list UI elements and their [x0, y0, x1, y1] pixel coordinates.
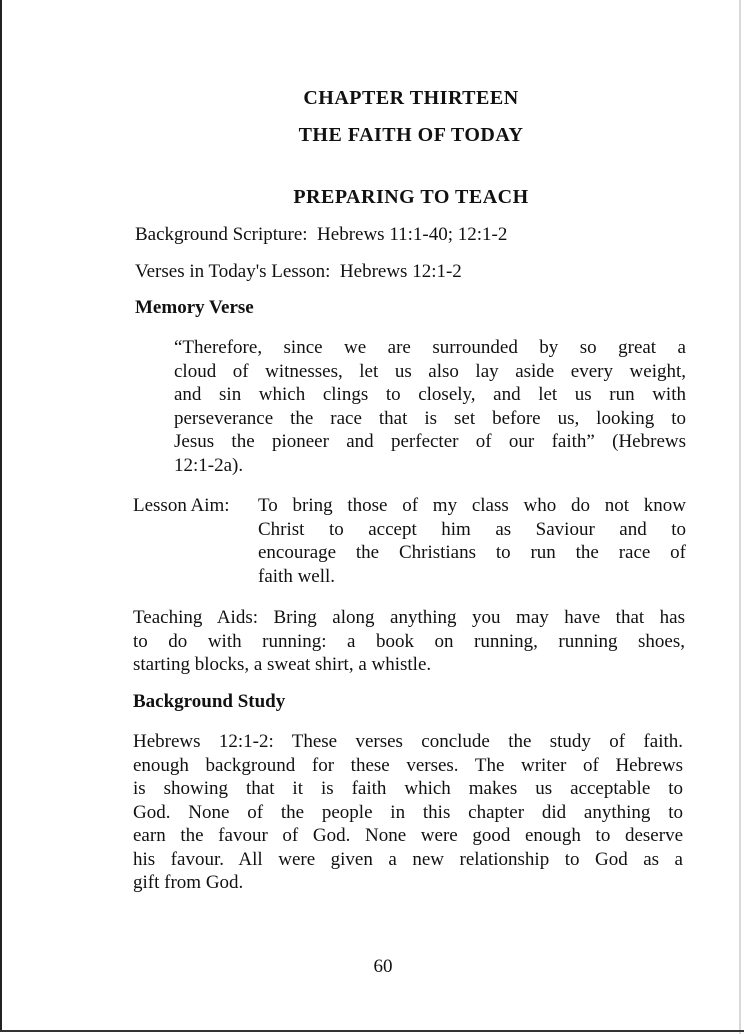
memory-verse-line: perseverance the race that is set before us, looking to — [174, 407, 686, 429]
background-study-line: God. None of the people in this chapter did anything to — [133, 801, 683, 823]
memory-verse-line: “Therefore, since we are surrounded by so great a — [174, 337, 686, 358]
background-study-line: his favour. All were given a new relationship to God as a — [133, 848, 683, 870]
lesson-aim-text — [258, 494, 686, 588]
teaching-aids-line: to do with running: a book on running, running shoes, — [133, 630, 685, 652]
page-number: 60 — [373, 956, 393, 977]
background-study-line: enough background for these verses. The writer of Hebrews — [133, 754, 683, 776]
verses-today-line — [135, 260, 462, 283]
lesson-aim-line: To bring those of my class who do not know — [258, 495, 686, 516]
memory-verse-line: 12:1-2a). — [174, 454, 244, 476]
lesson-aim-label: Lesson Aim: — [133, 495, 230, 516]
background-study-line: gift from God. — [133, 872, 244, 893]
verses-today-label: Verses in Today's Lesson: — [135, 261, 331, 282]
teaching-aids-line: starting blocks, a sweat shirt, a whistle. — [133, 654, 432, 675]
chapter-label: CHAPTER THIRTEEN — [303, 87, 519, 109]
scan-edge-bottom — [0, 1030, 744, 1032]
memory-verse-heading: Memory Verse — [135, 297, 254, 318]
background-study-text — [133, 730, 683, 895]
background-scripture-label: Background Scripture: — [135, 224, 308, 245]
background-scripture-line — [135, 223, 507, 246]
section-title: PREPARING TO TEACH — [293, 186, 529, 208]
memory-verse-line: cloud of witnesses, let us also lay aside every weight, — [174, 360, 686, 382]
lesson-aim-line: Christ to accept him as Saviour and to — [258, 518, 686, 540]
lesson-aim-line: faith well. — [258, 565, 336, 587]
scan-edge-left — [0, 0, 2, 1030]
lesson-aim-line: encourage the Christians to run the race of — [258, 542, 686, 563]
memory-verse-line: and sin which clings to closely, and let us run with — [174, 384, 686, 405]
memory-verse-line: Jesus the pioneer and perfecter of our faith” (Hebrews — [174, 431, 686, 452]
background-study-line: Hebrews 12:1-2: These verses conclude the study of faith. — [133, 731, 683, 752]
background-scripture-value: Hebrews 11:1-40; 12:1-2 — [317, 224, 508, 245]
teaching-aids-line: Teaching Aids: Bring along anything you may have that has — [133, 607, 685, 628]
teaching-aids-text — [133, 606, 685, 677]
chapter-title: THE FAITH OF TODAY — [298, 124, 524, 146]
background-study-line: is showing that it is faith which makes us acceptable to — [133, 778, 683, 799]
scan-edge-right — [739, 0, 741, 1034]
background-study-line: earn the favour of God. None were good enough to deserve — [133, 825, 683, 846]
background-study-heading: Background Study — [133, 691, 286, 712]
verses-today-value: Hebrews 12:1-2 — [339, 261, 462, 282]
memory-verse-text — [174, 336, 686, 477]
